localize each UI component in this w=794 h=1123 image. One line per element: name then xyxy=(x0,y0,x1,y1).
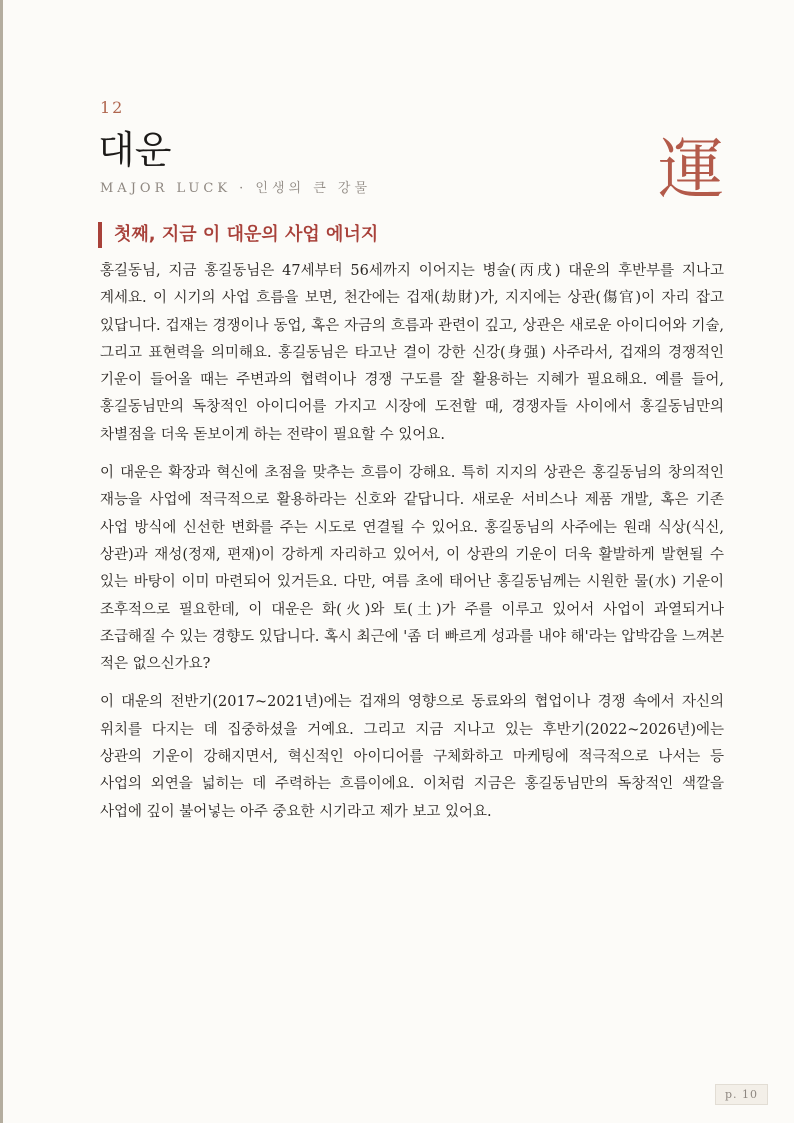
paragraph-1: 홍길동님, 지금 홍길동님은 47세부터 56세까지 이어지는 병술(丙戌) 대운의 후반부를 지나고 계세요. 이 시기의 사업 흐름을 보면, 천간에는 겁재(劫財)가, 지지에는 상관(傷官)이 자리 잡고 있답니다. 겁재는 경쟁이나 동업, 혹은 자금의 흐름과 관련이 깊고, 상관은 새로운 아이디어와 기술, 그리고 표현력을 의미해요. 홍길동님은 타고난 결이 강한 신강(身强) 사주라서, 겁재의 경쟁적인 기운이 들어올 때는 주변과의 협력이나 경쟁 구도를 잘 활용하는 지혜가 필요해요. 예를 들어, 홍길동님만의 독창적인 아이디어를 가지고 시장에 도전할 때, 경쟁자들 사이에서 홍길동님만의 차별점을 더욱 돋보이게 하는 전략이 필요할 수 있어요. xyxy=(100,263,724,443)
paragraph-2: 이 대운은 확장과 혁신에 초점을 맞추는 흐름이 강해요. 특히 지지의 상관은 홍길동님의 창의적인 재능을 사업에 적극적으로 활용하라는 신호와 같답니다. 새로운 서비스나 제품 개발, 혹은 기존 사업 방식에 신선한 변화를 주는 시도로 연결될 수 있어요. 홍길동님의 사주에는 원래 식상(식신, 상관)과 재성(정재, 편재)이 강하게 자리하고 있어서, 이 상관의 기운이 더욱 활발하게 발현될 수 있는 바탕이 이미 마련되어 있거든요. 다만, 여름 초에 태어난 홍길동님께는 시원한 물(水) 기운이 조후적으로 필요한데, 이 대운은 화(火)와 토(土)가 주를 이루고 있어서 사업이 과열되거나 조급해질 수 있는 경향도 있답니다. 혹시 최근에 '좀 더 빠르게 성과를 내야 해'라는 압박감을 느껴본 적은 없으신가요? xyxy=(100,465,724,673)
chapter-title: 대운 xyxy=(98,128,172,172)
page-edge-rule xyxy=(0,0,3,1123)
chapter-hanja-glyph: 運 xyxy=(658,131,724,208)
body-text xyxy=(100,258,724,837)
chapter-subtitle: MAJOR LUCK · 인생의 큰 강물 xyxy=(100,181,372,196)
section-heading: 첫째, 지금 이 대운의 사업 에너지 xyxy=(98,222,378,248)
page-number: p. 10 xyxy=(715,1084,768,1105)
chapter-number: 12 xyxy=(100,98,125,117)
paragraph-3: 이 대운의 전반기(2017~2021년)에는 겁재의 영향으로 동료와의 협업이나 경쟁 속에서 자신의 위치를 다지는 데 집중하셨을 거예요. 그리고 지금 지나고 있는 후반기(2022~2026년)에는 상관의 기운이 강해지면서, 혁신적인 아이디어를 구체화하고 마케팅에 적극적으로 나서는 등 사업의 외연을 넓히는 데 주력하는 흐름이에요. 이처럼 지금은 홍길동님만의 독창적인 색깔을 사업에 깊이 불어넣는 아주 중요한 시기라고 제가 보고 있어요. xyxy=(100,694,724,820)
